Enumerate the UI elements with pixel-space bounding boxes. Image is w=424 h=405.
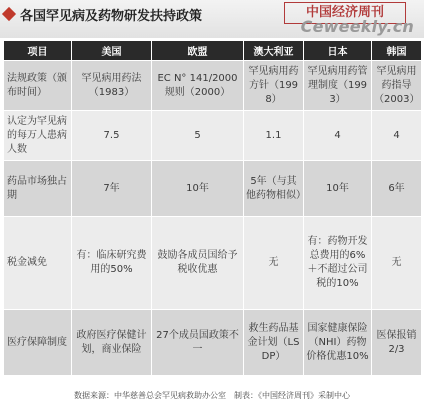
table-cell: 无 [244,217,304,310]
header-banner [0,0,424,38]
column-header: 日本 [304,41,372,61]
source-note: 数据来源：中华慈善总会罕见病救助办公室 制表：《中国经济周刊》采制中心 [74,391,350,400]
column-header: 美国 [72,41,152,61]
brand-logo-en: Ceweekly.cn [300,17,414,36]
table-row [4,217,422,310]
table-cell: 国家健康保险（NHI）药物价格优惠10% [304,310,372,376]
table-cell: 4 [304,111,372,161]
policy-table [3,40,422,376]
brand-logo-cn: 中国经济周刊 [284,2,406,24]
table-cell: 救生药品基金计划（LSDP） [244,310,304,376]
column-header: 澳大利亚 [244,41,304,61]
row-label: 医疗保障制度 [4,310,72,376]
row-label: 法规政策（颁布时间） [4,61,72,111]
table-header-row [4,41,422,61]
table-row [4,161,422,217]
table-cell: 鼓励各成员国给予税收优惠 [152,217,244,310]
table-cell: 27个成员国政策不一 [152,310,244,376]
table-cell: 罕见病用药指导（2003） [372,61,422,111]
title-marker-icon [2,7,16,21]
table-cell: 7.5 [72,111,152,161]
table-cell: 10年 [152,161,244,217]
table-cell: 有：临床研究费用的50% [72,217,152,310]
table-row [4,310,422,376]
table-row [4,61,422,111]
table-cell: 4 [372,111,422,161]
table-cell: 有：药物开发总费用的6%＋不超过公司税的10% [304,217,372,310]
table-cell: 6年 [372,161,422,217]
table-row [4,111,422,161]
row-label: 药品市场独占期 [4,161,72,217]
table-cell: 罕见病用药法（1983） [72,61,152,111]
table-cell: 医保报销2/3 [372,310,422,376]
table-cell: 10年 [304,161,372,217]
table-cell: 罕见病用药管理制度（1993） [304,61,372,111]
page-title: 各国罕见病及药物研发扶持政策 [20,9,203,24]
table-cell: 无 [372,217,422,310]
column-header: 项目 [4,41,72,61]
table-cell: EC N° 141/2000规则（2000） [152,61,244,111]
row-label: 税金减免 [4,217,72,310]
table-cell: 政府医疗保健计划，商业保险 [72,310,152,376]
table-cell: 5 [152,111,244,161]
row-label: 认定为罕见病的每万人患病人数 [4,111,72,161]
table-cell: 7年 [72,161,152,217]
table-cell: 5年（与其他药物相似） [244,161,304,217]
table-cell: 罕见病用药方针（1998） [244,61,304,111]
column-header: 欧盟 [152,41,244,61]
table-cell: 1.1 [244,111,304,161]
column-header: 韩国 [372,41,422,61]
